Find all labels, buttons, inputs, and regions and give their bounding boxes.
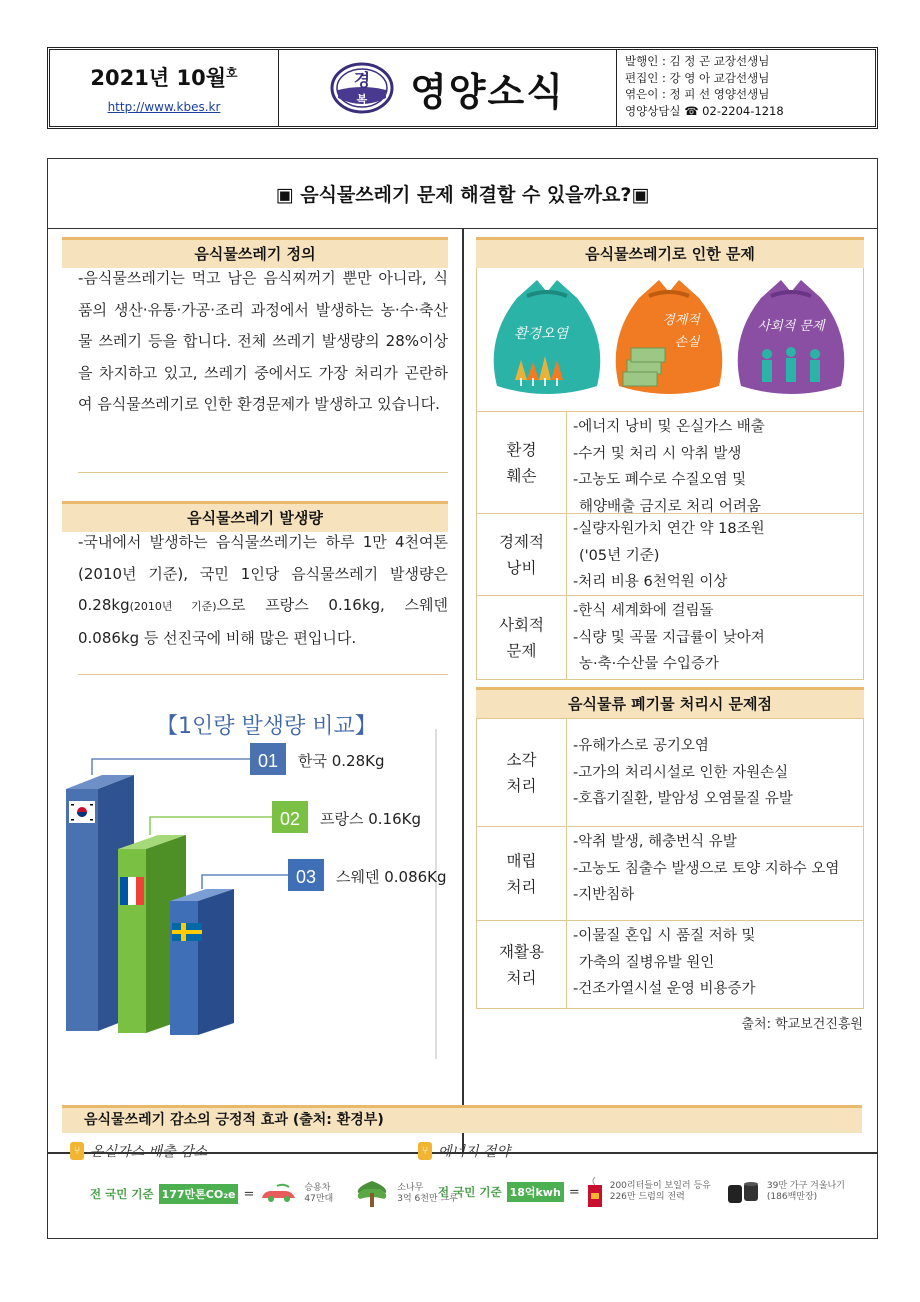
school-logo bbox=[330, 62, 394, 114]
bar-sweden bbox=[170, 901, 198, 1035]
svg-text:경제적: 경제적 bbox=[662, 313, 700, 328]
boiler-label: 200리터들이 보일러 등유 226만 드럼의 전력 bbox=[609, 1181, 711, 1202]
problems-heading: 음식물쓰레기로 인한 문제 bbox=[476, 237, 864, 268]
table-row bbox=[477, 920, 863, 1008]
page-title: ▣ 음식물쓰레기 문제 해결할 수 있을까요?▣ bbox=[48, 159, 877, 229]
row-content: -한식 세계화에 걸림돌 -식량 및 곡물 지급률이 낮아져 농·축·수산물 수입증가 bbox=[573, 603, 765, 672]
main-content-box bbox=[47, 158, 878, 1239]
flag-sweden-icon bbox=[172, 923, 202, 941]
row-content: -실량자원가치 연간 약 18조원 ('05년 기준) -처리 비용 6천억원 이상 bbox=[573, 521, 765, 590]
fork-knife-icon: ⑂ bbox=[70, 1142, 84, 1160]
car-icon bbox=[259, 1183, 299, 1205]
coal-label: 39만 가구 겨울나기 (186백만장) bbox=[766, 1181, 845, 1202]
energy-heading: ⑂ 에너지 절약 bbox=[418, 1141, 510, 1161]
ghg-equation: 전 국민 기준 177만톤CO₂e = 승용차 47만대 소나무 3억 6천만 그루 bbox=[90, 1179, 458, 1209]
disposal-heading: 음식물류 폐기물 처리시 문제점 bbox=[476, 687, 864, 718]
svg-text:복: 복 bbox=[356, 93, 368, 106]
staff-line: 영양상담실 ☎ 02-2204-1218 bbox=[625, 103, 784, 118]
label-france: 프랑스 0.16Kg bbox=[320, 810, 421, 828]
svg-text:경: 경 bbox=[353, 71, 371, 91]
row-label: 사회적 문제 bbox=[477, 596, 567, 679]
row-label: 소각 처리 bbox=[477, 719, 567, 826]
ghg-heading: ⑂ 온실가스 배출 감소 bbox=[70, 1141, 207, 1161]
definition-body: -음식물쓰레기는 먹고 남은 음식찌꺼기 뿐만 아니라, 식품의 생산·유통·가공·조리 과정에서 발생하는 농·수·축산물 쓰레기 등을 합니다. 전체 쓰레기 발생량의 28%이상을 차지하고 있고, 쓰레기 중에서도 가장 처리가 곤란하여 음식물쓰레기로 인한 환경문제가 발생하고 있습니다. bbox=[78, 263, 448, 473]
newsletter-title: 영양소식 bbox=[410, 69, 565, 114]
row-content: -유해가스로 공기오염 -고가의 처리시설로 인한 자원손실 -호흡기질환, 발암성 오염물질 유발 bbox=[573, 738, 793, 807]
table-row bbox=[477, 595, 863, 679]
amount-body: -국내에서 발생하는 음식물쓰레기는 하루 1만 4천여톤(2010년 기준), 국민 1인당 음식물쓰레기 발생량은 0.28kg(2010년 기준)으로 프랑스 0.16kg, 스웨덴 0.086kg 등 선진국에 비해 많은 편입니다. bbox=[78, 527, 448, 675]
staff-line: 엮은이 : 정 피 선 영양선생님 bbox=[625, 87, 770, 101]
staff-line: 발행인 : 김 정 곤 교장선생님 bbox=[625, 54, 770, 68]
coal-briquette-icon bbox=[726, 1179, 762, 1205]
tag-01-num: 01 bbox=[257, 751, 279, 771]
comparison-chart bbox=[62, 699, 454, 1119]
comparison-bars bbox=[62, 729, 454, 1059]
row-label: 경제적 낭비 bbox=[477, 514, 567, 595]
row-content: -이물질 혼입 시 품질 저하 및 가축의 질병유발 원인 -건조가열시설 운영 비용증가 bbox=[573, 928, 756, 997]
newsletter-header bbox=[47, 47, 878, 129]
bag-economic-icon bbox=[616, 280, 723, 394]
source-note: 출처: 학교보건진흥원 bbox=[741, 1017, 863, 1032]
boiler-icon bbox=[585, 1175, 605, 1209]
column-divider bbox=[462, 229, 464, 1152]
row-label: 매립 처리 bbox=[477, 827, 567, 920]
problems-illustration bbox=[476, 268, 864, 411]
svg-text:환경오염: 환경오염 bbox=[513, 326, 569, 342]
staff-info bbox=[617, 50, 875, 126]
car-label: 승용차 47만대 bbox=[304, 1183, 334, 1204]
amount-heading: 음식물쓰레기 발생량 bbox=[62, 501, 448, 532]
table-row bbox=[477, 411, 863, 513]
school-url-link[interactable]: http://www.kbes.kr bbox=[107, 100, 221, 114]
disposal-table bbox=[476, 718, 864, 1009]
row-content: -악취 발생, 해충번식 유발 -고농도 침출수 발생으로 토양 지하수 오염 -지반침하 bbox=[573, 834, 840, 903]
bag-social-icon bbox=[738, 280, 845, 394]
tag-03-num: 03 bbox=[295, 867, 317, 887]
table-row bbox=[477, 513, 863, 595]
tree-label: 소나무 3억 6천만 그루 bbox=[397, 1183, 458, 1204]
row-label: 재활용 처리 bbox=[477, 921, 567, 1008]
tag-02-num: 02 bbox=[279, 809, 301, 829]
title-area bbox=[279, 50, 617, 126]
flag-korea-icon bbox=[69, 801, 95, 823]
row-label: 환경 훼손 bbox=[477, 412, 567, 513]
effects-strip bbox=[62, 1137, 862, 1231]
issue-date: 2021년 10월$^호$ bbox=[90, 66, 238, 90]
comparison-title: 【1인량 발생량 비교】 bbox=[156, 714, 377, 739]
svg-text:사회적 문제: 사회적 문제 bbox=[757, 319, 825, 334]
table-row bbox=[477, 718, 863, 826]
problems-table bbox=[476, 411, 864, 680]
pine-tree-icon bbox=[352, 1179, 392, 1209]
definition-heading: 음식물쓰레기 정의 bbox=[62, 237, 448, 268]
row-content: -에너지 낭비 및 온실가스 배출 -수거 및 처리 시 악취 발생 -고농도 폐수로 수질오염 및 해양배출 금지로 처리 어려움 bbox=[573, 419, 765, 515]
fork-knife-icon: ⑂ bbox=[418, 1142, 432, 1160]
staff-line: 편집인 : 강 영 아 교감선생님 bbox=[625, 70, 770, 85]
flag-france-icon bbox=[120, 877, 144, 905]
svg-text:손실: 손실 bbox=[674, 335, 700, 350]
label-sweden: 스웨덴 0.086Kg bbox=[336, 868, 447, 886]
energy-equation: 전 국민 기준 18억kwh = 200리터들이 보일러 등유 226만 드럼의 전력 39만 가구 겨울나기 (186백만장) bbox=[438, 1175, 845, 1209]
bar-korea bbox=[66, 789, 98, 1031]
issue-info bbox=[50, 50, 279, 126]
bar-france bbox=[118, 849, 146, 1033]
table-row bbox=[477, 826, 863, 920]
bag-environment-icon bbox=[494, 280, 601, 394]
effects-heading: 음식물쓰레기 감소의 긍정적 효과 (출처: 환경부) bbox=[62, 1105, 862, 1133]
label-korea: 한국 0.28Kg bbox=[298, 752, 385, 770]
